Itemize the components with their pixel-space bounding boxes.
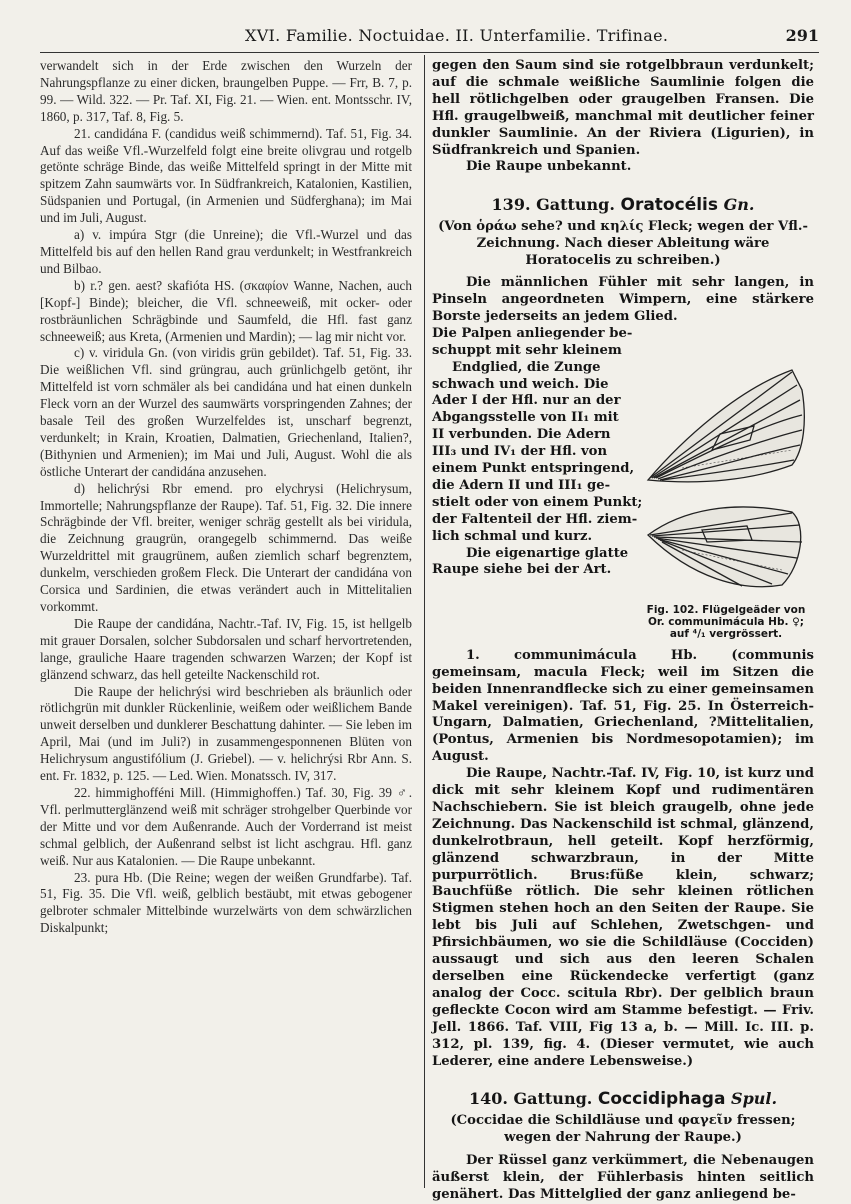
genus-heading-139 — [432, 194, 814, 216]
left-column — [40, 58, 412, 937]
larva-helichrysi: Die Raupe der helichrýsi wird beschrieben als bräunlich oder rötlichgrün mit dunkler Rückenlinie, weißem oder weißlichem Bande unweit derselben und dunklerer Beschattung dahinter. — Sie leben im April, Mai (und im Juli?) in zusammengesponnenen Blüten von Helichrysum angustifólium (J. Griebel). — v. helichrýsi Rbr Ann. S. ent. Fr. 1832, p. 125. — Led. Wien. Monatssch. IV, 317. — [40, 683, 412, 784]
wrapped-text — [432, 325, 643, 640]
paragraph: verwandelt sich in der Erde zwischen den Wurzeln der Nahrungspflanze zu einer dicken, braungelben Puppe. — Frr, B. 7, p. 99. — Wild. 322. — Pr. Taf. XI, Fig. 21. — Wien. ent. Montsschr. IV, 1860, p. 317, Taf. 8, Fig. 5. — [40, 58, 412, 124]
text-line: Die eigenartige glatte — [466, 545, 629, 561]
species-entry-pura: 23. pura Hb. (Die Reine; wegen der weißen Grundfarbe). Taf. 51, Fig. 35. Die Vfl. weiß, gelblich bestäubt, mit etwas gebogener gelbroter schmaler Mittelbinde wurzelwärts von dem schwärzlichen Diskalpunkt; — [40, 869, 412, 936]
text-line: schwach und weich. Die — [432, 376, 609, 392]
wing-venation-figure — [640, 330, 812, 640]
text-with-figure — [432, 326, 814, 640]
right-column — [432, 58, 814, 1204]
genus-author: Spul. — [731, 1089, 778, 1109]
species-entry-candidana: 21. candidána F. (candidus weiß schimmernd). Taf. 51, Fig. 34. Auf das weiße Vfl.-Wurzelfeld folgt eine breite olivgrau und rotgelb getönte schräge Binde, das weiße Mittelfeld springt in der Mitte mit spitzem Zahn saumwärts vor. In Südfrankreich, Katalonien, Kastilien, Südspanien und Portugal, (in Armenien und Südferghana); im Mai und im Juli, August. — [40, 125, 412, 226]
genus-number: 140. Gattung. — [468, 1089, 593, 1109]
running-header — [40, 22, 819, 50]
genus-author: Gn. — [723, 195, 755, 215]
column-divider — [424, 55, 425, 1188]
larva-communimacula: Die Raupe, Nachtr.-Taf. IV, Fig. 10, ist kurz und dick mit sehr kleinem Kopf und rudimentären Nachschiebern. Sie ist bleich graugelb, ohne jede Zeichnung. Das Nackenschild ist schmal, glänzend, dunkelrotbraun, hell geteilt. Kopf herzförmig, glänzend schwarzbraun, in der Mitte purpurrötlich. Brus:füße klein, schwarz; Bauchfüße rötlich. Die sehr kleinen rötlichen Stigmen stehen hoch an den Seiten der Raupe. Sie lebt bis Juli auf Schlehen, Zwetschgen- und Pfirsichbäumen, wo sie die Schildläuse (Cocciden) aussaugt und sich aus den leeren Schalen derselben eine Rückendecke verfertigt (ganz analog der Cocc. scitula Rbr). Der gelblich braun gefleckte Cocon wird am Stamme befestigt. — Friv. Jell. 1866. Taf. VIII, Fig 13 a, b. — Mill. Ic. III. p. 312, pl. 139, fig. 4. (Dieser vermutet, wie auch Lederer, eine andere Lebensweise.) — [432, 766, 814, 1069]
genus-heading-140 — [432, 1088, 814, 1110]
text-line: der Faltenteil der Hfl. ziem- — [432, 511, 638, 527]
page-number: 291 — [785, 26, 819, 45]
variety-impura: a) v. impúra Stgr (die Unreine); die Vfl.-Wurzel und das Mittelfeld bis auf den hellen Rand grau verdunkelt; in Westfrankreich und Bilbao. — [40, 227, 412, 276]
text-line: Raupe siehe bei der Art. — [432, 562, 612, 578]
text-line: die Adern II und III₁ ge- — [432, 477, 611, 493]
text-line: Abgangsstelle von II₁ mit — [432, 410, 619, 426]
text-line: III₃ und IV₁ der Hfl. von — [432, 444, 608, 460]
subspecies-helichrysi: d) helichrýsi Rbr emend. pro elychrysi (Helichrysum, Immortelle; Nahrungspflanze der Raupe). Taf. 51, Fig. 32. Die innere Schrägbinde der Vfl. breiter, weniger schräg gestellt als bei viridula, die Zeichnung graugrün, orangegelb schimmernd. Das weiße Wurzeldrittel mit graugrünem, außen ziemlich scharf begrenztem, dunkelm, verschieden großem Fleck. Die Unterart der candidána von Corsica und Sardinien, die etwas verändert auch in Mittelitalien vorkommt. — [40, 480, 412, 614]
genus-name: Oratocélis — [620, 195, 718, 216]
paragraph: Die Raupe unbekannt. — [466, 159, 632, 175]
larva-candidana: Die Raupe der candidána, Nachtr.-Taf. IV, Fig. 15, ist hellgelb mit grauer Dorsalen, solcher Subdorsalen und scharf hervortretenden, lange, grauliche Haare tragenden schwarzen Warzen; der Kopf ist glänzend schwarz, das hell geteilte Nackenschild rot. — [40, 615, 412, 682]
text-line: Endglied, die Zunge — [452, 359, 601, 375]
genus-number: 139. Gattung. — [491, 195, 615, 215]
text-line: einem Punkt entspringend, — [432, 461, 635, 477]
text-line: Die Palpen anliegender be- — [432, 325, 633, 341]
paragraph: gegen den Saum sind sie rotgelbbraun verdunkelt; auf die schmale weißliche Saumlinie folgen die hell rötlichgelben oder graugelben Fransen. Die Hfl. graugelbweiß, manchmal mit deutlicher feiner dunkler Saumlinie. An der Riviera (Ligurien), in Südfrankreich und Spanien. — [432, 58, 814, 158]
species-entry-himmighoffeni: 22. himmighofféni Mill. (Himmighoffen.) Taf. 30, Fig. 39 ♂. Vfl. perlmutterglänzend weiß mit schräger strohgelber Querbinde vor der Mitte und vor dem Außenrande. Auch der Vorderrand ist meist schmal gelblich, der Außenrand selbst ist licht aschgrau. Hfl. ganz weiß. Nur aus Katalonien. — Die Raupe unbekannt. — [40, 784, 412, 868]
figure-caption: Fig. 102. Flügelgeäder von Or. communimácula Hb. ♀; auf ⁴/₁ vergrössert. — [646, 603, 806, 640]
variety-viridula: c) v. viridula Gn. (von viridis grün gebildet). Taf. 51, Fig. 33. Die weißlichen Vfl. sind grüngrau, auch grünlichgelb getönt, ihr Mittelfeld ist vorn schmäler als bei candidána und hat einen dunkeln Fleck vorn an der Wurzel des saumwärts vorspringenden Zahnes; der basale Teil des großen Wurzelfeldes ist, unscharf begrenzt, verdunkelt; in Krain, Kroatien, Dalmatien, Griechenland, Italien?, (Bithynien und Armenien); im Mai und Juli, August. Wohl die als östliche Unterart der candidána anzusehen. — [40, 345, 412, 479]
wing-venation-drawing — [642, 330, 810, 600]
text-line: schuppt mit sehr kleinem — [432, 342, 622, 358]
variety-skafiota: b) r.? gen. aest? skafióta HS. (σκαφίον Wanne, Nachen, auch [Kopf-] Binde); bleicher, die Vfl. schneeweiß, mit ocker- oder rostbräunlichen Schrägbinde und Saumfeld, die Hfl. fast ganz schneeweiß; aus Kreta, (Armenien und Mardin); — lag mir nicht vor. — [40, 277, 412, 344]
genus-name: Coccidiphaga — [597, 1089, 726, 1110]
running-title: XVI. Familie. Noctuidae. II. Unterfamilie. Trifinae. — [245, 26, 669, 45]
genus-etymology: (Coccidae die Schildläuse und φαγεῖν fressen; wegen der Nahrung der Raupe.) — [450, 1113, 796, 1146]
text-line: Ader I der Hfl. nur an der — [432, 393, 621, 409]
header-rule — [40, 52, 819, 53]
paragraph: Der Rüssel ganz verkümmert, die Nebenaugen äußerst klein, der Fühlerbasis hinten seitlich genähert. Das Mittelglied der ganz anliegend be- — [432, 1153, 814, 1203]
species-entry-communimacula: 1. communimácula Hb. (communis gemeinsam, macula Fleck; weil im Sitzen die beiden Innenrandflecke sich zu einer gemeinsamen Makel vereinigen). Taf. 51, Fig. 25. In Österreich-Ungarn, Dalmatien, Griechenland, ?Mittelitalien, (Pontus, Armenien bis Nordmesopotamien); im August. — [432, 647, 814, 765]
text-line: lich schmal und kurz. — [432, 528, 593, 544]
paragraph: Die männlichen Fühler mit sehr langen, in Pinseln angeordneten Wimpern, eine stärkere Borste jederseits an jedem Glied. — [432, 275, 814, 324]
text-line: stielt oder von einem Punkt; — [432, 494, 643, 510]
genus-etymology: (Von ὁράω sehe? und κηλίς Fleck; wegen der Vfl.-Zeichnung. Nach dieser Ableitung wäre Horatocelis zu schreiben.) — [438, 219, 808, 269]
text-line: II verbunden. Die Adern — [432, 427, 611, 443]
